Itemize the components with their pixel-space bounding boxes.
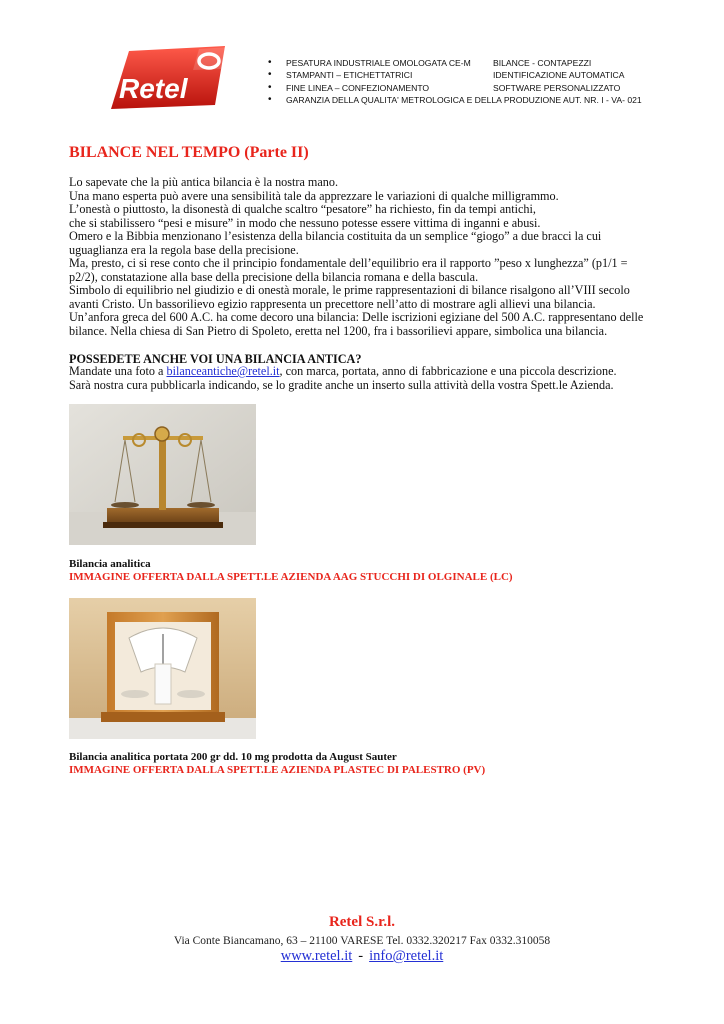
logo-text: Retel [119, 73, 188, 104]
header-item: • GARANZIA DELLA QUALITA' METROLOGICA E DELLA PRODUZIONE AUT. NR. I - VA- 021 [268, 94, 708, 106]
body-line: Un’anfora greca del 600 A.C. ha come decoro una bilancia: Delle iscrizioni egiziane del 500 A.C. rappresentano delle [69, 310, 644, 324]
body-line: Una mano esperta può avere una sensibilità tale da apprezzare le variazioni di qualche milligrammo. [69, 188, 559, 203]
photo-analytical-balance-sauter [69, 598, 256, 739]
photo2-caption: Bilancia analitica portata 200 gr dd. 10 mg prodotta da August Sauter [69, 751, 397, 763]
body-line: avanti Cristo. Un bassorilievo egizio rappresenta un precettore nell’atto di mostrare agli allievi una bilancia. [69, 296, 596, 311]
photo-analytical-balance [69, 404, 256, 545]
body-line: Ma, presto, ci si rese conto che il principio fondamentale dell’equilibrio era il rapporto ”peso x lunghezza” (p1/1 = [69, 256, 628, 270]
photo2-credit: IMMAGINE OFFERTA DALLA SPETT.LE AZIENDA PLASTEC DI PALESTRO (PV) [69, 764, 486, 776]
info-email-link[interactable]: info@retel.it [369, 948, 444, 964]
retel-logo-graphic [103, 43, 233, 113]
website-link[interactable]: www.retel.it [280, 948, 353, 964]
header-item: • FINE LINEA – CONFEZIONAMENTO SOFTWARE PERSONALIZZATO [268, 82, 708, 94]
header-item: • PESATURA INDUSTRIALE OMOLOGATA CE-M BILANCE - CONTAPEZZI [268, 57, 708, 69]
body-line: Lo sapevate che la più antica bilancia è la nostra mano. [69, 175, 339, 189]
footer-separator: - [358, 948, 364, 964]
question-heading: POSSEDETE ANCHE VOI UNA BILANCIA ANTICA? [69, 352, 362, 366]
antique-scales-email-link[interactable]: bilanceantiche@retel.it [166, 364, 280, 378]
header-service-list [268, 57, 708, 106]
retel-logo [103, 43, 233, 113]
body-line: Omero e la Bibbia menzionano l’esistenza della bilancia costituita da un semplice “giogo” a due bracci la cui [69, 229, 602, 243]
photo1-credit: IMMAGINE OFFERTA DALLA SPETT.LE AZIENDA AAG STUCCHI DI OLGINALE (LC) [69, 571, 513, 583]
article-body [69, 175, 644, 338]
footer-company-name: Retel S.r.l. [328, 914, 396, 930]
body-line: Simbolo di equilibrio nel giudizio e di onestà morale, le prime rappresentazioni di bilance risalgono all’VIII secolo [69, 283, 630, 297]
photo1-caption: Bilancia analitica [69, 558, 151, 570]
footer-address: Via Conte Biancamano, 63 – 21100 VARESE Tel. 0332.320217 Fax 0332.310058 [173, 935, 551, 947]
page-title: BILANCE NEL TEMPO (Parte II) [69, 144, 309, 161]
body-line: p2/2), constatazione alla base della precisione della bilancia romana e della bascula. [69, 269, 479, 284]
question-text: Mandate una foto a bilanceantiche@retel.it, con marca, portata, anno di fabbricazione e una piccola descrizione. Sarà nostra cura pubblicarla indicando, se lo gradite anche un inserto sulla attività della vostra Spett.le Azienda. [69, 364, 617, 392]
body-line: bilance. Nella chiesa di San Pietro di Spoleto, eretta nel 1200, fra i bassorilievi appare, simbolica una bilancia. [69, 323, 608, 338]
footer-links [0, 948, 724, 965]
body-line: che si stabilissero “pesi e misure” in modo che nessuno potesse essere vittima di inganni e abusi. [69, 215, 541, 230]
header-item: • STAMPANTI – ETICHETTATRICI IDENTIFICAZIONE AUTOMATICA [268, 69, 708, 81]
body-line: L’onestà o piuttosto, la disonestà di qualche scaltro “pesatore” ha richiesto, fin da tempi antichi, [69, 202, 536, 216]
body-line: uguaglianza era la regola base della precisione. [69, 242, 299, 257]
